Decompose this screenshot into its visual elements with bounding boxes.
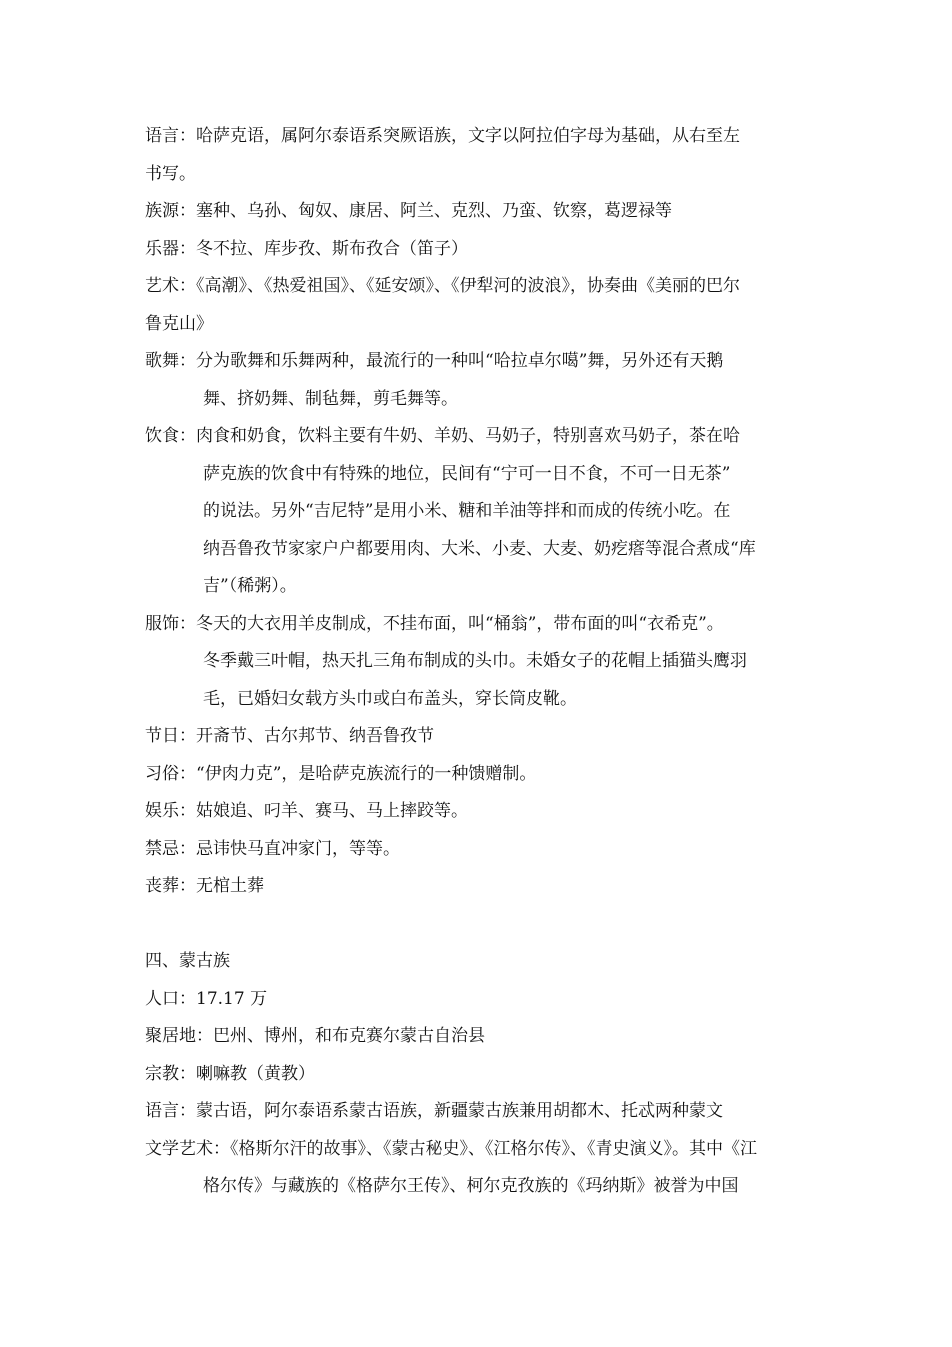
kazakh-taboos: 禁忌：忌讳快马直冲家门，等等。 [145, 838, 400, 859]
kazakh-instruments: 乐器：冬不拉、库步孜、斯布孜合（笛子） [145, 238, 468, 259]
kazakh-funeral: 丧葬：无棺土葬 [145, 876, 264, 896]
kazakh-language-line-1: 语言：哈萨克语，属阿尔泰语系突厥语族，文字以阿拉伯字母为基础，从右至左 [145, 126, 740, 146]
mongol-section-heading: 四、蒙古族 [145, 951, 230, 971]
kazakh-food-line-2: 萨克族的饮食中有特殊的地位，民间有“宁可一日不食，不可一日无茶” [203, 463, 731, 484]
document-body [145, 118, 813, 1206]
kazakh-art-line-2: 鲁克山》 [145, 313, 213, 334]
mongol-population: 人口：17.17 万 [145, 988, 268, 1009]
mongol-literature-line-2: 格尔传》与藏族的《格萨尔王传》、柯尔克孜族的《玛纳斯》被誉为中国 [203, 1176, 739, 1196]
kazakh-dance-line-1: 歌舞：分为歌舞和乐舞两种，最流行的一种叫“哈拉卓尔噶”舞，另外还有天鹅 [145, 351, 724, 371]
kazakh-origin: 族源：塞种、乌孙、匈奴、康居、阿兰、克烈、乃蛮、钦察，葛逻禄等 [145, 201, 672, 221]
kazakh-food-line-1: 饮食：肉食和奶食，饮料主要有牛奶、羊奶、马奶子，特别喜欢马奶子，茶在哈 [145, 426, 740, 446]
kazakh-clothing-line-3: 毛，已婚妇女载方头巾或白布盖头，穿长筒皮靴。 [203, 688, 577, 709]
kazakh-food-line-5: 吉”（稀粥）。 [203, 576, 297, 596]
section-spacer [145, 906, 813, 944]
kazakh-clothing-line-1: 服饰：冬天的大衣用羊皮制成，不挂布面，叫“桶翁”，带布面的叫“衣希克”。 [145, 613, 724, 634]
kazakh-food-line-3: 的说法。另外“吉尼特”是用小米、糖和羊油等拌和而成的传统小吃。在 [203, 501, 731, 521]
mongol-literature-line-1: 文学艺术：《格斯尔汗的故事》、《蒙古秘史》、《江格尔传》、《青史演义》。其中《江 [145, 1138, 757, 1159]
kazakh-food-line-4: 纳吾鲁孜节家家户户都要用肉、大米、小麦、大麦、奶疙瘩等混合煮成“库 [203, 538, 756, 559]
mongol-language: 语言：蒙古语，阿尔泰语系蒙古语族，新疆蒙古族兼用胡都木、托忒两种蒙文 [145, 1101, 723, 1121]
mongol-religion: 宗教：喇嘛教（黄教） [145, 1063, 315, 1084]
kazakh-festivals: 节日：开斋节、古尔邦节、纳吾鲁孜节 [145, 726, 434, 746]
kazakh-art-line-1: 艺术：《高潮》、《热爱祖国》、《延安颂》、《伊犁河的波浪》，协奏曲《美丽的巴尔 [145, 276, 740, 296]
mongol-settlement: 聚居地：巴州、博州，和布克赛尔蒙古自治县 [145, 1026, 485, 1046]
kazakh-clothing-line-2: 冬季戴三叶帽，热天扎三角布制成的头巾。未婚女子的花帽上插猫头鹰羽 [203, 651, 747, 671]
kazakh-dance-line-2: 舞、挤奶舞、制毡舞，剪毛舞等。 [203, 388, 458, 409]
kazakh-language-line-2: 书写。 [145, 163, 196, 184]
kazakh-entertainment: 娱乐：姑娘追、叼羊、赛马、马上摔跤等。 [145, 801, 468, 821]
kazakh-customs: 习俗：“伊肉力克”，是哈萨克族流行的一种馈赠制。 [145, 763, 537, 784]
